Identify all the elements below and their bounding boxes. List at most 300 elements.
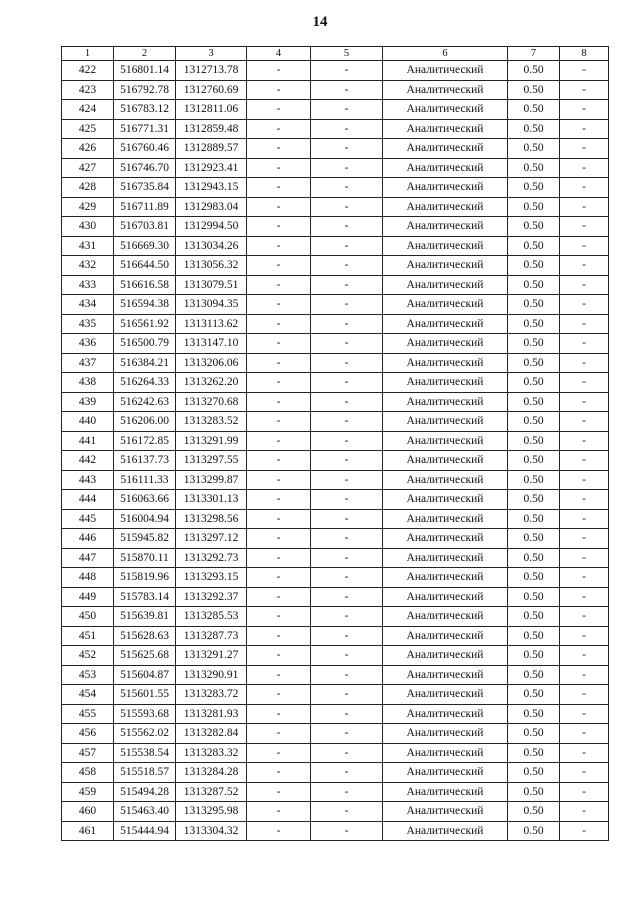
col4-cell: - (247, 236, 311, 256)
method-cell: Аналитический (383, 743, 508, 763)
y-coordinate-cell: 1313034.26 (176, 236, 247, 256)
col4-cell: - (247, 802, 311, 822)
point-number-cell: 446 (62, 529, 114, 549)
accuracy-cell: 0.50 (508, 431, 560, 451)
col8-cell: - (560, 236, 609, 256)
x-coordinate-cell: 515604.87 (114, 665, 176, 685)
col5-cell: - (311, 665, 383, 685)
method-cell: Аналитический (383, 119, 508, 139)
accuracy-cell: 0.50 (508, 412, 560, 432)
col4-cell: - (247, 490, 311, 510)
point-number-cell: 459 (62, 782, 114, 802)
y-coordinate-cell: 1313291.99 (176, 431, 247, 451)
x-coordinate-cell: 516172.85 (114, 431, 176, 451)
col4-cell: - (247, 626, 311, 646)
method-cell: Аналитический (383, 275, 508, 295)
point-number-cell: 433 (62, 275, 114, 295)
y-coordinate-cell: 1312994.50 (176, 217, 247, 237)
col4-cell: - (247, 392, 311, 412)
col4-cell: - (247, 334, 311, 354)
col4-cell: - (247, 80, 311, 100)
table-row (62, 431, 609, 451)
col5-cell: - (311, 217, 383, 237)
table-row (62, 470, 609, 490)
table-row (62, 61, 609, 81)
point-number-cell: 438 (62, 373, 114, 393)
column-header: 3 (176, 47, 247, 61)
col4-cell: - (247, 100, 311, 120)
point-number-cell: 447 (62, 548, 114, 568)
col5-cell: - (311, 646, 383, 666)
method-cell: Аналитический (383, 100, 508, 120)
col5-cell: - (311, 509, 383, 529)
table-row (62, 158, 609, 178)
method-cell: Аналитический (383, 197, 508, 217)
col8-cell: - (560, 412, 609, 432)
method-cell: Аналитический (383, 704, 508, 724)
col8-cell: - (560, 743, 609, 763)
col4-cell: - (247, 704, 311, 724)
accuracy-cell: 0.50 (508, 470, 560, 490)
col4-cell: - (247, 821, 311, 841)
accuracy-cell: 0.50 (508, 568, 560, 588)
table-row (62, 275, 609, 295)
x-coordinate-cell: 516561.92 (114, 314, 176, 334)
x-coordinate-cell: 515870.11 (114, 548, 176, 568)
col4-cell: - (247, 353, 311, 373)
accuracy-cell: 0.50 (508, 802, 560, 822)
col4-cell: - (247, 61, 311, 81)
col8-cell: - (560, 353, 609, 373)
y-coordinate-cell: 1313290.91 (176, 665, 247, 685)
accuracy-cell: 0.50 (508, 587, 560, 607)
col8-cell: - (560, 782, 609, 802)
col8-cell: - (560, 451, 609, 471)
col5-cell: - (311, 782, 383, 802)
col5-cell: - (311, 587, 383, 607)
x-coordinate-cell: 516206.00 (114, 412, 176, 432)
col4-cell: - (247, 548, 311, 568)
table-header-row (62, 47, 609, 61)
method-cell: Аналитический (383, 217, 508, 237)
accuracy-cell: 0.50 (508, 61, 560, 81)
point-number-cell: 426 (62, 139, 114, 159)
accuracy-cell: 0.50 (508, 256, 560, 276)
accuracy-cell: 0.50 (508, 665, 560, 685)
y-coordinate-cell: 1313287.52 (176, 782, 247, 802)
point-number-cell: 441 (62, 431, 114, 451)
col4-cell: - (247, 158, 311, 178)
method-cell: Аналитический (383, 509, 508, 529)
col5-cell: - (311, 139, 383, 159)
x-coordinate-cell: 516760.46 (114, 139, 176, 159)
method-cell: Аналитический (383, 295, 508, 315)
point-number-cell: 450 (62, 607, 114, 627)
accuracy-cell: 0.50 (508, 236, 560, 256)
table-row (62, 412, 609, 432)
point-number-cell: 461 (62, 821, 114, 841)
x-coordinate-cell: 515562.02 (114, 724, 176, 744)
col5-cell: - (311, 334, 383, 354)
coordinates-table (61, 46, 609, 841)
accuracy-cell: 0.50 (508, 197, 560, 217)
y-coordinate-cell: 1313094.35 (176, 295, 247, 315)
col8-cell: - (560, 509, 609, 529)
point-number-cell: 443 (62, 470, 114, 490)
page-number: 14 (312, 14, 328, 30)
col8-cell: - (560, 119, 609, 139)
table-row (62, 392, 609, 412)
table-row (62, 587, 609, 607)
col5-cell: - (311, 743, 383, 763)
method-cell: Аналитический (383, 607, 508, 627)
y-coordinate-cell: 1313293.15 (176, 568, 247, 588)
method-cell: Аналитический (383, 626, 508, 646)
col8-cell: - (560, 646, 609, 666)
x-coordinate-cell: 516384.21 (114, 353, 176, 373)
col5-cell: - (311, 197, 383, 217)
accuracy-cell: 0.50 (508, 295, 560, 315)
x-coordinate-cell: 516004.94 (114, 509, 176, 529)
col5-cell: - (311, 100, 383, 120)
column-header: 7 (508, 47, 560, 61)
col4-cell: - (247, 197, 311, 217)
x-coordinate-cell: 516616.58 (114, 275, 176, 295)
y-coordinate-cell: 1313292.37 (176, 587, 247, 607)
point-number-cell: 448 (62, 568, 114, 588)
col4-cell: - (247, 373, 311, 393)
accuracy-cell: 0.50 (508, 529, 560, 549)
col8-cell: - (560, 373, 609, 393)
method-cell: Аналитический (383, 373, 508, 393)
table-row (62, 217, 609, 237)
column-header: 6 (383, 47, 508, 61)
col4-cell: - (247, 431, 311, 451)
col5-cell: - (311, 353, 383, 373)
y-coordinate-cell: 1313283.72 (176, 685, 247, 705)
col8-cell: - (560, 217, 609, 237)
point-number-cell: 427 (62, 158, 114, 178)
accuracy-cell: 0.50 (508, 704, 560, 724)
table-row (62, 607, 609, 627)
col4-cell: - (247, 587, 311, 607)
x-coordinate-cell: 516746.70 (114, 158, 176, 178)
col5-cell: - (311, 704, 383, 724)
accuracy-cell: 0.50 (508, 100, 560, 120)
accuracy-cell: 0.50 (508, 451, 560, 471)
x-coordinate-cell: 515444.94 (114, 821, 176, 841)
col5-cell: - (311, 626, 383, 646)
col8-cell: - (560, 529, 609, 549)
col8-cell: - (560, 139, 609, 159)
accuracy-cell: 0.50 (508, 80, 560, 100)
col5-cell: - (311, 275, 383, 295)
table-row (62, 314, 609, 334)
y-coordinate-cell: 1313262.20 (176, 373, 247, 393)
table-row (62, 665, 609, 685)
x-coordinate-cell: 515819.96 (114, 568, 176, 588)
x-coordinate-cell: 515463.40 (114, 802, 176, 822)
x-coordinate-cell: 515628.63 (114, 626, 176, 646)
table-row (62, 236, 609, 256)
col5-cell: - (311, 256, 383, 276)
col8-cell: - (560, 314, 609, 334)
y-coordinate-cell: 1313304.32 (176, 821, 247, 841)
y-coordinate-cell: 1313298.56 (176, 509, 247, 529)
x-coordinate-cell: 516264.33 (114, 373, 176, 393)
table-row (62, 353, 609, 373)
y-coordinate-cell: 1313292.73 (176, 548, 247, 568)
table-row (62, 646, 609, 666)
point-number-cell: 423 (62, 80, 114, 100)
point-number-cell: 439 (62, 392, 114, 412)
col8-cell: - (560, 295, 609, 315)
y-coordinate-cell: 1313079.51 (176, 275, 247, 295)
x-coordinate-cell: 515945.82 (114, 529, 176, 549)
col5-cell: - (311, 490, 383, 510)
x-coordinate-cell: 515494.28 (114, 782, 176, 802)
y-coordinate-cell: 1313283.32 (176, 743, 247, 763)
x-coordinate-cell: 516711.89 (114, 197, 176, 217)
accuracy-cell: 0.50 (508, 275, 560, 295)
col8-cell: - (560, 158, 609, 178)
col5-cell: - (311, 431, 383, 451)
table-row (62, 490, 609, 510)
y-coordinate-cell: 1312811.06 (176, 100, 247, 120)
y-coordinate-cell: 1312983.04 (176, 197, 247, 217)
accuracy-cell: 0.50 (508, 314, 560, 334)
method-cell: Аналитический (383, 80, 508, 100)
x-coordinate-cell: 516500.79 (114, 334, 176, 354)
method-cell: Аналитический (383, 470, 508, 490)
method-cell: Аналитический (383, 665, 508, 685)
y-coordinate-cell: 1313297.55 (176, 451, 247, 471)
y-coordinate-cell: 1313287.73 (176, 626, 247, 646)
col5-cell: - (311, 568, 383, 588)
col8-cell: - (560, 392, 609, 412)
point-number-cell: 431 (62, 236, 114, 256)
col4-cell: - (247, 782, 311, 802)
point-number-cell: 436 (62, 334, 114, 354)
point-number-cell: 458 (62, 763, 114, 783)
x-coordinate-cell: 516771.31 (114, 119, 176, 139)
col5-cell: - (311, 373, 383, 393)
table-row (62, 548, 609, 568)
x-coordinate-cell: 515639.81 (114, 607, 176, 627)
accuracy-cell: 0.50 (508, 685, 560, 705)
point-number-cell: 435 (62, 314, 114, 334)
col4-cell: - (247, 178, 311, 198)
column-header: 8 (560, 47, 609, 61)
point-number-cell: 460 (62, 802, 114, 822)
col5-cell: - (311, 412, 383, 432)
y-coordinate-cell: 1313285.53 (176, 607, 247, 627)
col4-cell: - (247, 470, 311, 490)
table-row (62, 373, 609, 393)
col5-cell: - (311, 392, 383, 412)
col5-cell: - (311, 529, 383, 549)
col8-cell: - (560, 470, 609, 490)
method-cell: Аналитический (383, 412, 508, 432)
col5-cell: - (311, 470, 383, 490)
table-row (62, 80, 609, 100)
col8-cell: - (560, 431, 609, 451)
x-coordinate-cell: 516137.73 (114, 451, 176, 471)
y-coordinate-cell: 1313282.84 (176, 724, 247, 744)
table-row (62, 509, 609, 529)
y-coordinate-cell: 1313056.32 (176, 256, 247, 276)
col4-cell: - (247, 314, 311, 334)
table-row (62, 704, 609, 724)
col8-cell: - (560, 763, 609, 783)
y-coordinate-cell: 1312713.78 (176, 61, 247, 81)
accuracy-cell: 0.50 (508, 763, 560, 783)
col4-cell: - (247, 256, 311, 276)
y-coordinate-cell: 1312889.57 (176, 139, 247, 159)
point-number-cell: 442 (62, 451, 114, 471)
method-cell: Аналитический (383, 334, 508, 354)
x-coordinate-cell: 516783.12 (114, 100, 176, 120)
y-coordinate-cell: 1312943.15 (176, 178, 247, 198)
method-cell: Аналитический (383, 568, 508, 588)
x-coordinate-cell: 516594.38 (114, 295, 176, 315)
method-cell: Аналитический (383, 802, 508, 822)
col4-cell: - (247, 568, 311, 588)
method-cell: Аналитический (383, 353, 508, 373)
col5-cell: - (311, 61, 383, 81)
method-cell: Аналитический (383, 451, 508, 471)
col5-cell: - (311, 158, 383, 178)
y-coordinate-cell: 1313295.98 (176, 802, 247, 822)
y-coordinate-cell: 1312760.69 (176, 80, 247, 100)
x-coordinate-cell: 516111.33 (114, 470, 176, 490)
col5-cell: - (311, 724, 383, 744)
col8-cell: - (560, 548, 609, 568)
table-row (62, 256, 609, 276)
table-row (62, 334, 609, 354)
accuracy-cell: 0.50 (508, 334, 560, 354)
accuracy-cell: 0.50 (508, 821, 560, 841)
table-row (62, 821, 609, 841)
method-cell: Аналитический (383, 548, 508, 568)
col8-cell: - (560, 685, 609, 705)
x-coordinate-cell: 516063.66 (114, 490, 176, 510)
col8-cell: - (560, 568, 609, 588)
col5-cell: - (311, 607, 383, 627)
accuracy-cell: 0.50 (508, 353, 560, 373)
x-coordinate-cell: 515593.68 (114, 704, 176, 724)
accuracy-cell: 0.50 (508, 119, 560, 139)
accuracy-cell: 0.50 (508, 178, 560, 198)
method-cell: Аналитический (383, 490, 508, 510)
method-cell: Аналитический (383, 158, 508, 178)
y-coordinate-cell: 1313281.93 (176, 704, 247, 724)
col8-cell: - (560, 80, 609, 100)
y-coordinate-cell: 1313299.87 (176, 470, 247, 490)
x-coordinate-cell: 516801.14 (114, 61, 176, 81)
table-row (62, 119, 609, 139)
accuracy-cell: 0.50 (508, 782, 560, 802)
point-number-cell: 457 (62, 743, 114, 763)
point-number-cell: 449 (62, 587, 114, 607)
col4-cell: - (247, 724, 311, 744)
x-coordinate-cell: 516703.81 (114, 217, 176, 237)
table-row (62, 743, 609, 763)
method-cell: Аналитический (383, 139, 508, 159)
method-cell: Аналитический (383, 61, 508, 81)
col4-cell: - (247, 275, 311, 295)
y-coordinate-cell: 1313147.10 (176, 334, 247, 354)
table-row (62, 295, 609, 315)
accuracy-cell: 0.50 (508, 392, 560, 412)
col5-cell: - (311, 236, 383, 256)
col8-cell: - (560, 275, 609, 295)
accuracy-cell: 0.50 (508, 743, 560, 763)
point-number-cell: 422 (62, 61, 114, 81)
col4-cell: - (247, 665, 311, 685)
accuracy-cell: 0.50 (508, 626, 560, 646)
col5-cell: - (311, 295, 383, 315)
col8-cell: - (560, 178, 609, 198)
col4-cell: - (247, 646, 311, 666)
accuracy-cell: 0.50 (508, 724, 560, 744)
method-cell: Аналитический (383, 431, 508, 451)
point-number-cell: 440 (62, 412, 114, 432)
method-cell: Аналитический (383, 587, 508, 607)
col8-cell: - (560, 724, 609, 744)
x-coordinate-cell: 515601.55 (114, 685, 176, 705)
column-header: 2 (114, 47, 176, 61)
col8-cell: - (560, 821, 609, 841)
point-number-cell: 453 (62, 665, 114, 685)
col5-cell: - (311, 80, 383, 100)
col8-cell: - (560, 704, 609, 724)
col5-cell: - (311, 821, 383, 841)
method-cell: Аналитический (383, 821, 508, 841)
col5-cell: - (311, 763, 383, 783)
y-coordinate-cell: 1313291.27 (176, 646, 247, 666)
point-number-cell: 425 (62, 119, 114, 139)
col4-cell: - (247, 412, 311, 432)
y-coordinate-cell: 1313206.06 (176, 353, 247, 373)
col5-cell: - (311, 451, 383, 471)
x-coordinate-cell: 516792.78 (114, 80, 176, 100)
accuracy-cell: 0.50 (508, 509, 560, 529)
table-row (62, 568, 609, 588)
col4-cell: - (247, 763, 311, 783)
x-coordinate-cell: 515538.54 (114, 743, 176, 763)
col8-cell: - (560, 197, 609, 217)
col8-cell: - (560, 665, 609, 685)
y-coordinate-cell: 1313270.68 (176, 392, 247, 412)
col4-cell: - (247, 685, 311, 705)
accuracy-cell: 0.50 (508, 607, 560, 627)
col8-cell: - (560, 626, 609, 646)
y-coordinate-cell: 1313301.13 (176, 490, 247, 510)
table-row (62, 626, 609, 646)
accuracy-cell: 0.50 (508, 548, 560, 568)
method-cell: Аналитический (383, 529, 508, 549)
point-number-cell: 455 (62, 704, 114, 724)
point-number-cell: 434 (62, 295, 114, 315)
col5-cell: - (311, 685, 383, 705)
col8-cell: - (560, 802, 609, 822)
col8-cell: - (560, 490, 609, 510)
method-cell: Аналитический (383, 724, 508, 744)
x-coordinate-cell: 516644.50 (114, 256, 176, 276)
point-number-cell: 444 (62, 490, 114, 510)
col5-cell: - (311, 178, 383, 198)
